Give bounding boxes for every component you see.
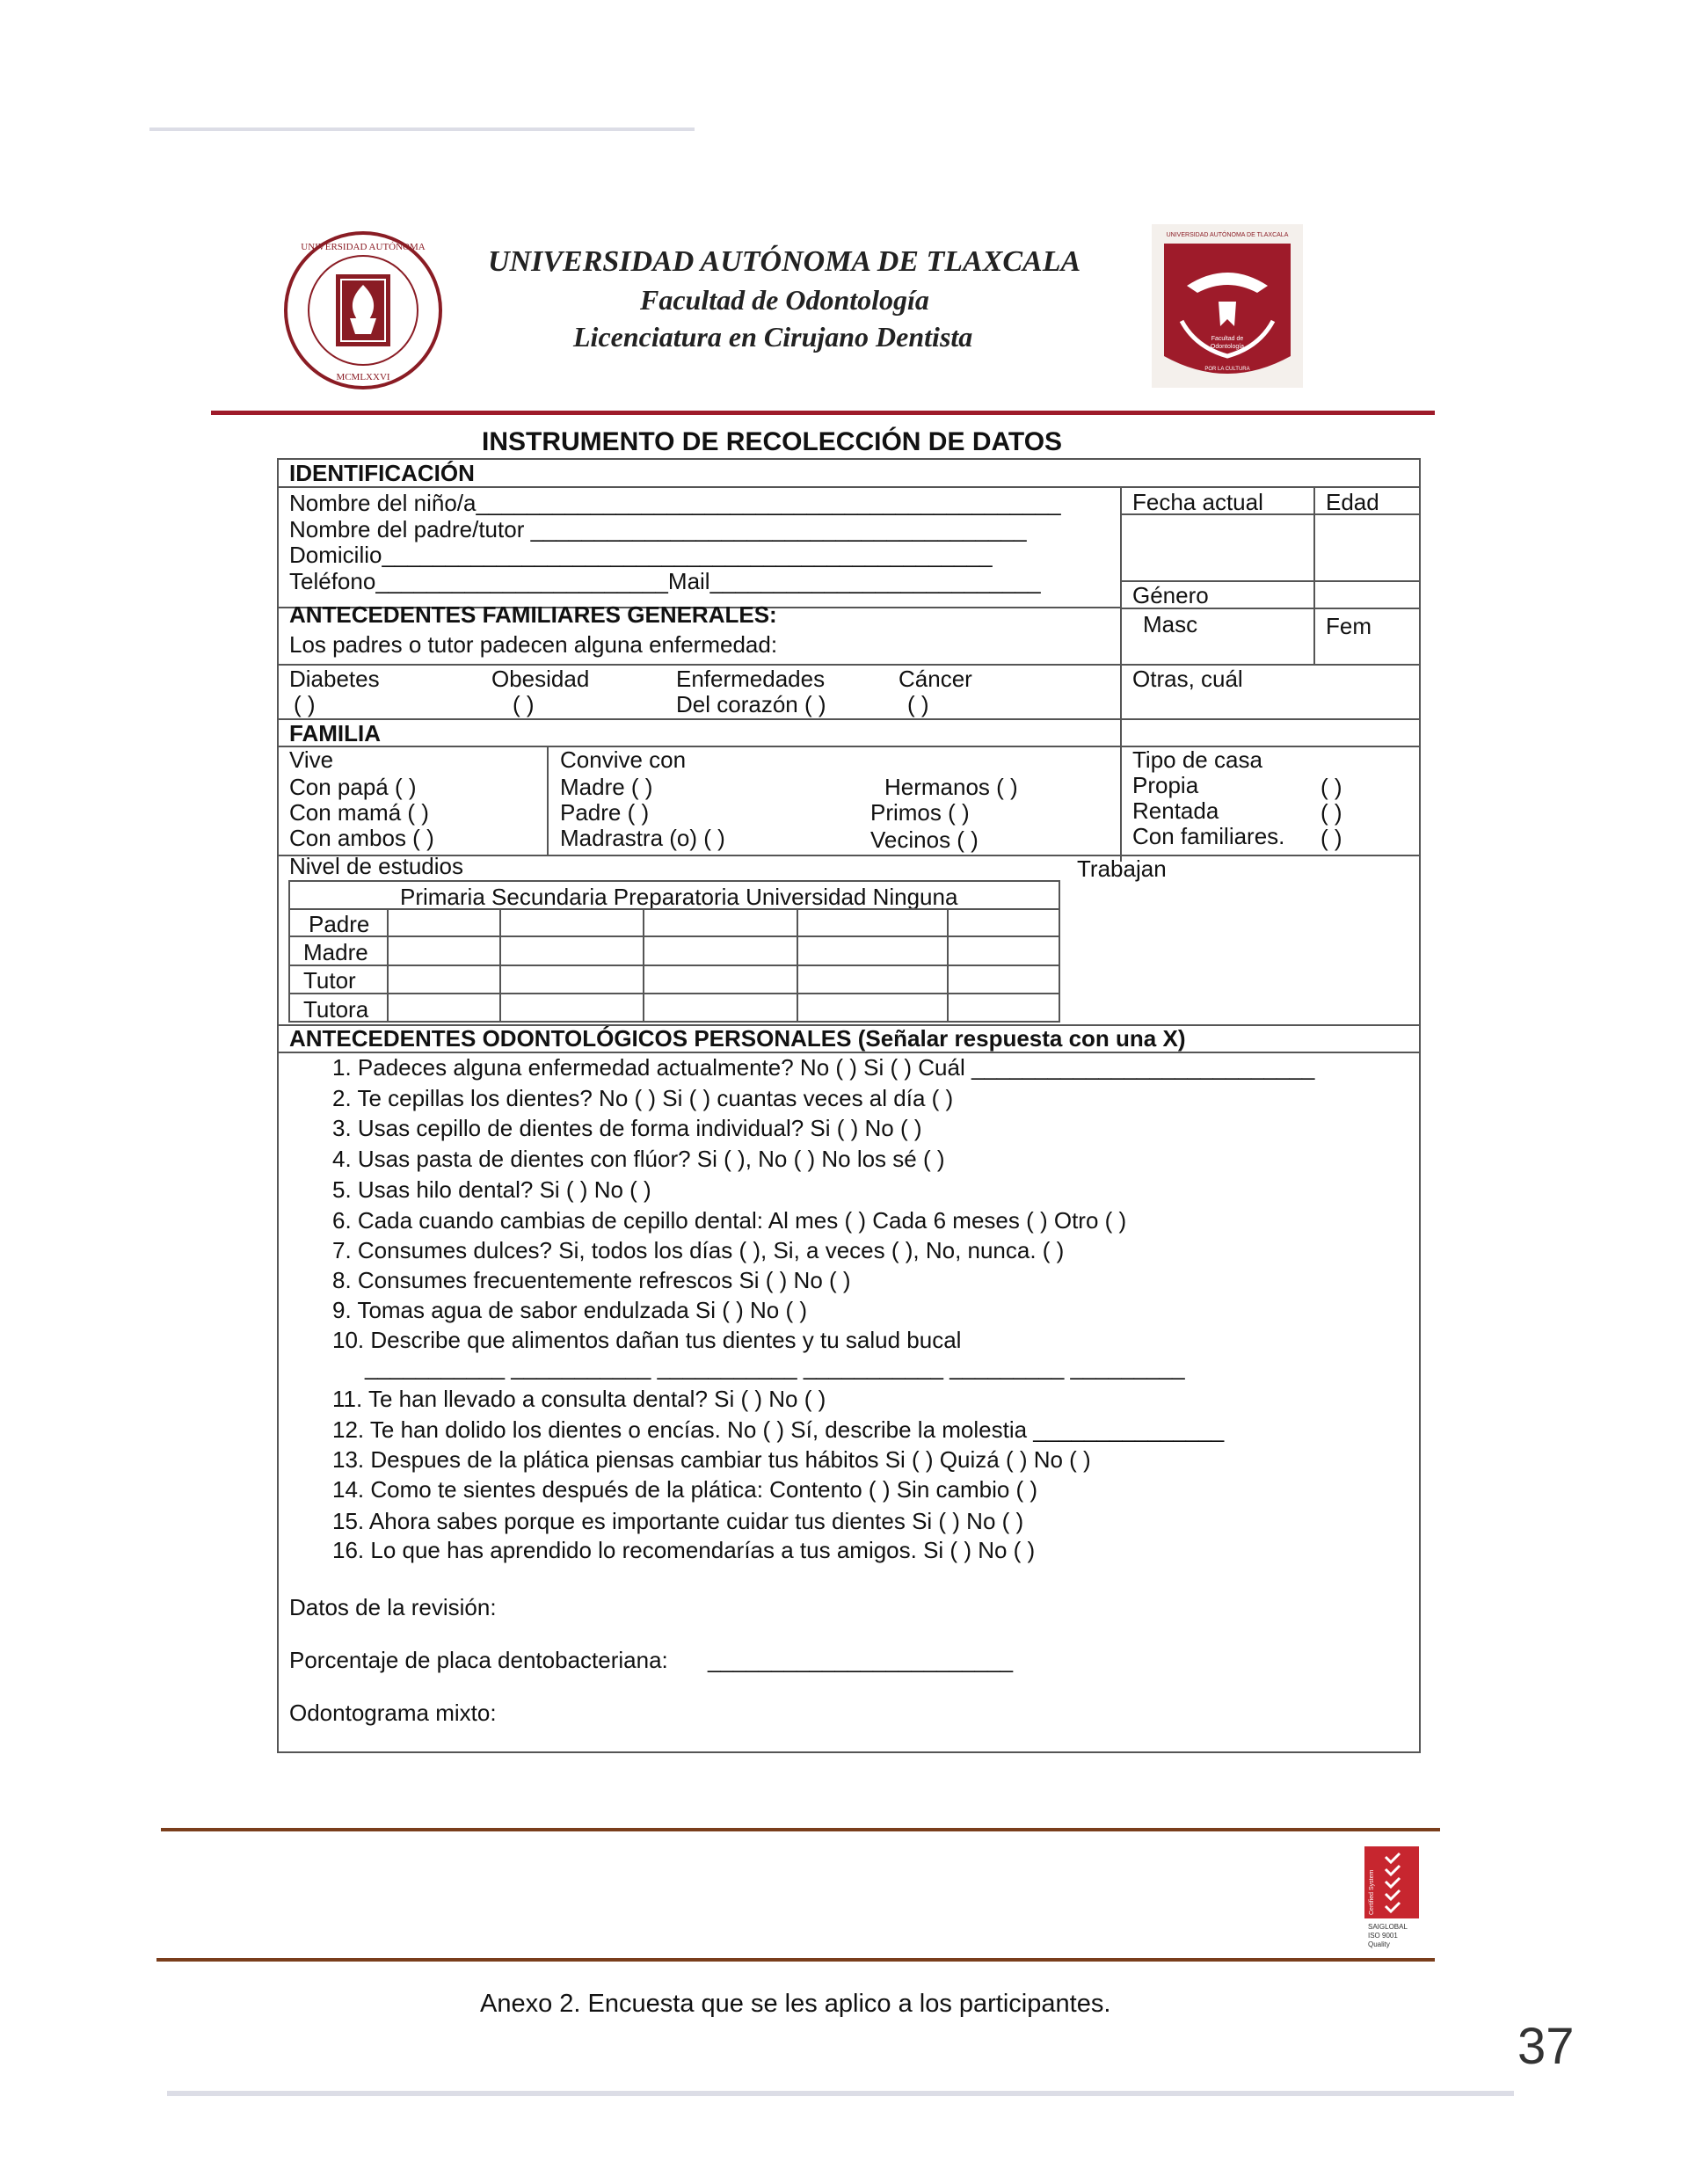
- primos-option[interactable]: Primos ( ): [870, 799, 970, 826]
- padecen-prompt: Los padres o tutor padecen alguna enfermedad:: [289, 631, 778, 658]
- footer-rule-top: [161, 1828, 1440, 1831]
- padre-row-label: Padre: [309, 911, 370, 937]
- madre-option[interactable]: Madre ( ): [560, 774, 653, 800]
- obesidad-checkbox[interactable]: ( ): [513, 691, 535, 717]
- tipo-casa-label: Tipo de casa: [1132, 746, 1262, 773]
- question-16[interactable]: 16. Lo que has aprendido lo recomendarías a tus amigos. Si ( ) No ( ): [332, 1537, 1036, 1563]
- antecedentes-familiares-heading: ANTECEDENTES FAMILIARES GENERALES:: [289, 601, 777, 628]
- con-ambos-option[interactable]: Con ambos ( ): [289, 825, 434, 851]
- fem-option[interactable]: Fem: [1326, 613, 1372, 639]
- propia-checkbox[interactable]: ( ): [1321, 774, 1342, 800]
- svg-text:UNIVERSIDAD AUTÓNOMA DE TLAXCA: UNIVERSIDAD AUTÓNOMA DE TLAXCALA: [1166, 232, 1289, 238]
- svg-text:Facultad de: Facultad de: [1211, 336, 1244, 342]
- corazon-checkbox[interactable]: Del corazón ( ): [676, 691, 826, 717]
- nivel-estudios-label: Nivel de estudios: [289, 853, 463, 879]
- form-title: INSTRUMENTO DE RECOLECCIÓN DE DATOS: [482, 427, 1063, 456]
- familia-heading: FAMILIA: [289, 720, 381, 746]
- convive-label: Convive con: [560, 746, 687, 773]
- tutor-row-label: Tutor: [303, 967, 356, 994]
- cert-quality: Quality: [1368, 1940, 1390, 1948]
- placa-input[interactable]: ________________________: [708, 1647, 1014, 1673]
- diabetes-checkbox[interactable]: ( ): [294, 691, 316, 717]
- placa-label: Porcentaje de placa dentobacteriana:: [289, 1647, 668, 1673]
- question-13[interactable]: 13. Despues de la plática piensas cambiar tus hábitos Si ( ) Quizá ( ) No ( ): [332, 1446, 1091, 1473]
- genero-label: Género: [1132, 582, 1209, 608]
- iso-certification-badge: [1364, 1846, 1419, 1950]
- svg-text:POR LA CULTURA: POR LA CULTURA: [1204, 367, 1250, 372]
- enfermedades-label: Enfermedades: [676, 666, 826, 692]
- hermanos-option[interactable]: Hermanos ( ): [884, 774, 1018, 800]
- con-mama-option[interactable]: Con mamá ( ): [289, 799, 429, 826]
- svg-text:MCMLXXVI: MCMLXXVI: [336, 372, 390, 382]
- cancer-label: Cáncer: [899, 666, 972, 692]
- question-14[interactable]: 14. Como te sientes después de la plática: Contento ( ) Sin cambio ( ): [332, 1476, 1038, 1503]
- con-papa-option[interactable]: Con papá ( ): [289, 774, 417, 800]
- question-9[interactable]: 9. Tomas agua de sabor endulzada Si ( ) No ( ): [332, 1297, 808, 1323]
- question-5[interactable]: 5. Usas hilo dental? Si ( ) No ( ): [332, 1176, 651, 1203]
- question-6[interactable]: 6. Cada cuando cambias de cepillo dental: Al mes ( ) Cada 6 meses ( ) Otro ( ): [332, 1207, 1127, 1234]
- question-15[interactable]: 15. Ahora sabes porque es importante cuidar tus dientes Si ( ) No ( ): [332, 1508, 1024, 1534]
- tutora-row-label: Tutora: [303, 996, 369, 1023]
- rentada-checkbox[interactable]: ( ): [1321, 799, 1342, 826]
- university-seal-logo: [283, 230, 443, 390]
- padre-option[interactable]: Padre ( ): [560, 799, 650, 826]
- edad-input[interactable]: [1317, 517, 1419, 579]
- top-rule: [149, 127, 695, 131]
- question-8[interactable]: 8. Consumes frecuentemente refrescos Si ( ) No ( ): [332, 1267, 851, 1293]
- university-title: UNIVERSIDAD AUTÓNOMA DE TLAXCALA: [488, 245, 1081, 278]
- masc-option[interactable]: Masc: [1143, 611, 1198, 637]
- telefono-field[interactable]: Teléfono_______________________Mail__________________________: [289, 568, 1041, 594]
- datos-revision-label: Datos de la revisión:: [289, 1594, 497, 1620]
- figure-caption: Anexo 2. Encuesta que se les aplico a los participantes.: [480, 1990, 1111, 2018]
- question-2[interactable]: 2. Te cepillas los dientes? No ( ) Si ( ) cuantas veces al día ( ): [332, 1085, 954, 1111]
- education-columns: Primaria Secundaria Preparatoria Universidad Ninguna: [400, 884, 958, 910]
- rentada-label: Rentada: [1132, 797, 1219, 824]
- domicilio-field[interactable]: Domicilio________________________________________________: [289, 542, 993, 568]
- fecha-actual-label: Fecha actual: [1132, 489, 1263, 515]
- header-rule: [211, 411, 1435, 415]
- madre-row-label: Madre: [303, 939, 368, 965]
- cert-label: Certified System: [1369, 1869, 1375, 1915]
- vecinos-option[interactable]: Vecinos ( ): [870, 826, 979, 853]
- question-12[interactable]: 12. Te han dolido los dientes o encías. No ( ) Sí, describe la molestia _______________: [332, 1416, 1225, 1443]
- program-title: Licenciatura en Cirujano Dentista: [573, 321, 973, 353]
- page-number: 37: [1517, 2018, 1575, 2075]
- question-10: 10. Describe que alimentos dañan tus dientes y tu salud bucal: [332, 1327, 962, 1353]
- otras-label: Otras, cuál: [1132, 666, 1243, 692]
- bottom-rule: [167, 2091, 1514, 2096]
- question-3[interactable]: 3. Usas cepillo de dientes de forma individual? Si ( ) No ( ): [332, 1115, 922, 1141]
- odontograma-label: Odontograma mixto:: [289, 1700, 497, 1726]
- footer-rule-bottom: [156, 1958, 1435, 1962]
- madrastra-option[interactable]: Madrastra (o) ( ): [560, 825, 725, 851]
- question-4[interactable]: 4. Usas pasta de dientes con flúor? Si ( ), No ( ) No los sé ( ): [332, 1146, 945, 1172]
- cancer-checkbox[interactable]: ( ): [907, 691, 929, 717]
- nombre-nino-field[interactable]: Nombre del niño/a______________________________________________: [289, 490, 1061, 516]
- fecha-actual-input[interactable]: [1124, 517, 1312, 579]
- identificacion-heading: IDENTIFICACIÓN: [289, 460, 475, 486]
- obesidad-label: Obesidad: [491, 666, 590, 692]
- question-11[interactable]: 11. Te han llevado a consulta dental? Si ( ) No ( ): [332, 1386, 826, 1412]
- edad-label: Edad: [1326, 489, 1379, 515]
- propia-label: Propia: [1132, 772, 1199, 798]
- question-7[interactable]: 7. Consumes dulces? Si, todos los días ( ), Si, a veces ( ), No, nunca. ( ): [332, 1237, 1065, 1263]
- faculty-logo: [1152, 224, 1303, 388]
- nombre-padre-field[interactable]: Nombre del padre/tutor _______________________________________: [289, 516, 1027, 542]
- trabajan-label: Trabajan: [1077, 855, 1167, 882]
- seal-text: UNIVERSIDAD AUTÓNOMA: [301, 242, 426, 252]
- con-familiares-label: Con familiares.: [1132, 823, 1285, 849]
- faculty-title: Facultad de Odontología: [640, 284, 929, 316]
- odontologicos-heading: ANTECEDENTES ODONTOLÓGICOS PERSONALES (Señalar respuesta con una X): [289, 1025, 1186, 1052]
- question-10-answer-lines[interactable]: ___________ ___________ ___________ ___________ _________ _________: [365, 1354, 1185, 1380]
- vive-label: Vive: [289, 746, 334, 773]
- diabetes-label: Diabetes: [289, 666, 380, 692]
- cert-iso: ISO 9001: [1368, 1932, 1398, 1940]
- cert-org: SAIGLOBAL: [1368, 1923, 1408, 1931]
- svg-text:Odontología: Odontología: [1210, 344, 1245, 350]
- con-familiares-checkbox[interactable]: ( ): [1321, 825, 1342, 851]
- question-1[interactable]: 1. Padeces alguna enfermedad actualmente? No ( ) Si ( ) Cuál ___________________________: [332, 1054, 1315, 1081]
